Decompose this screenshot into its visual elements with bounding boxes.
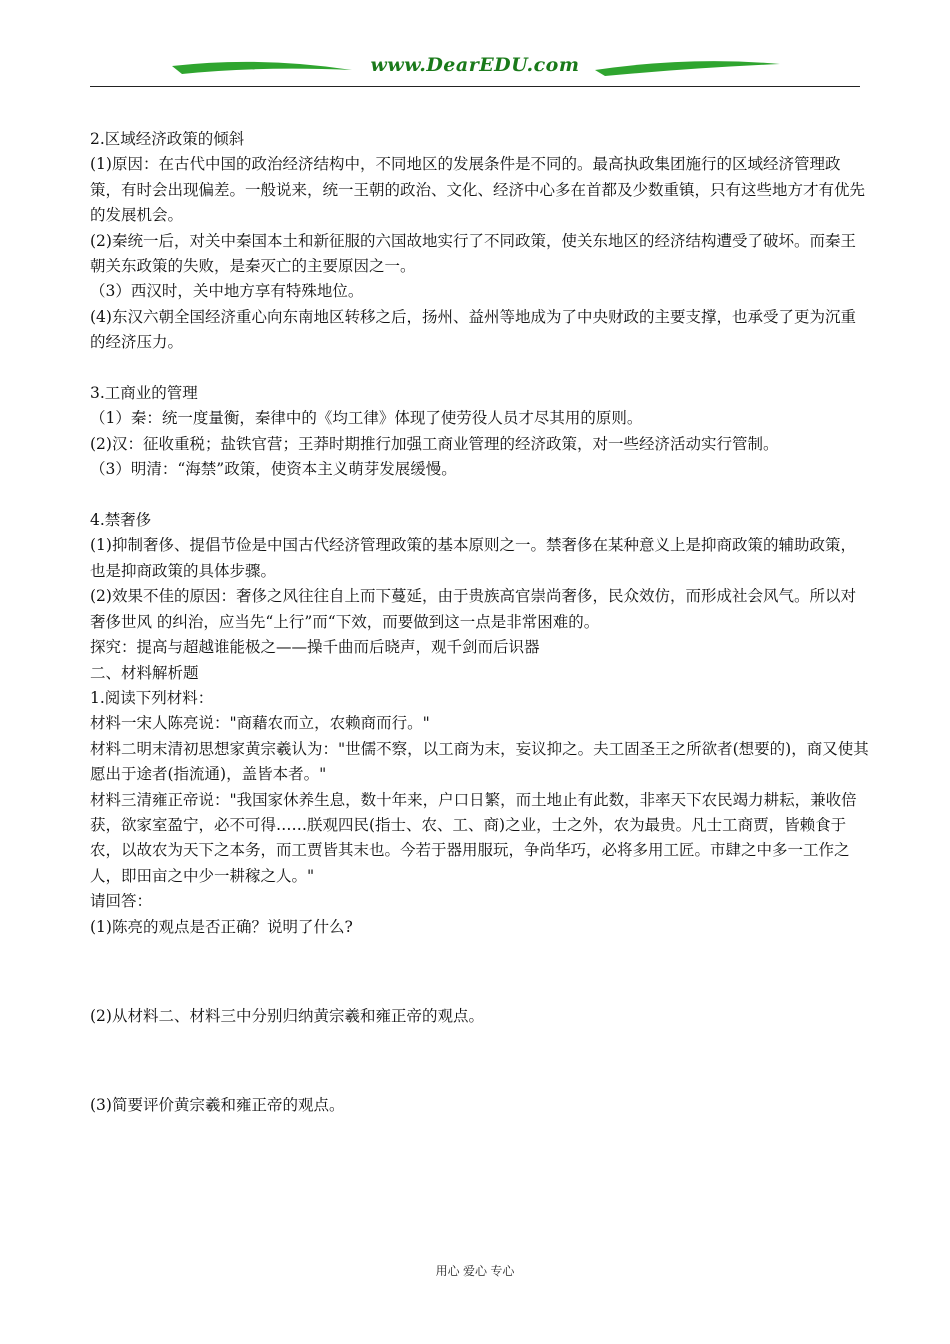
section-title: 2.区域经济政策的倾斜 [90,130,245,148]
question-title: 1.阅读下列材料： [90,688,214,707]
page-header [90,52,860,92]
section-title: 4.禁奢侈 [90,511,152,530]
part-title: 二、材料解析题 [90,663,199,682]
answer-space [90,940,870,1004]
sub-question-2: (2)从材料二、材料三中分别归纳黄宗羲和雍正帝的观点。 [90,1006,484,1025]
answer-space [90,1029,870,1093]
paragraph: (1)原因：在古代中国的政治经济结构中，不同地区的发展条件是不同的。最高执政集团施行的区域经济管理政策，有时会出现偏差。一般说来，统一王朝的政治、文化、经济中心多在首都及少数重镇，只有这些地方才有优先的发展机会。 [90,155,866,225]
section-title: 3.工商业的管理 [90,384,198,403]
site-logo[interactable]: www.DearEDU.com [370,54,580,76]
sub-question-1: (1)陈亮的观点是否正确？说明了什么? [90,917,353,936]
page-footer: 用心 爱心 专心 [435,1264,515,1278]
paragraph: （3）明清：“海禁”政策，使资本主义萌芽发展缓慢。 [90,460,457,479]
explore-line: 探究：提高与超越谁能极之——操千曲而后晓声，观千剑而后识器 [90,638,540,657]
header-divider [90,86,860,87]
material-1: 材料一宋人陈亮说："商藉农而立，农赖商而行。" [90,714,430,733]
paragraph: (1)抑制奢侈、提倡节俭是中国古代经济管理政策的基本原则之一。禁奢侈在某种意义上是抑商政策的辅助政策，也是抑商政策的具体步骤。 [90,536,856,580]
spacer [90,356,870,381]
ask-label: 请回答： [90,892,153,911]
paragraph: (2)秦统一后，对关中秦国本土和新征服的六国故地实行了不同政策，使关东地区的经济结构遭受了破坏。而秦王朝关东政策的失败，是秦灭亡的主要原因之一。 [90,231,856,276]
sub-question-3: (3)简要评价黄宗羲和雍正帝的观点。 [90,1096,345,1115]
paragraph: (2)效果不佳的原因：奢侈之风往往自上而下蔓延，由于贵族高官崇尚奢侈，民众效仿，而形成社会风气。所以对奢侈世风 的纠治，应当先“上行”而“下效，而要做到这一点是非常困难的。 [90,587,856,631]
paragraph: （1）秦：统一度量衡，秦律中的《均工律》体现了使劳役人员才尽其用的原则。 [90,409,643,428]
document-body [90,127,870,1119]
spacer [90,483,870,508]
paragraph: （3）西汉时，关中地方享有特殊地位。 [90,282,364,301]
paragraph: (4)东汉六朝全国经济重心向东南地区转移之后，扬州、益州等地成为了中央财政的主要支撑，也承受了更为沉重的经济压力。 [90,307,856,352]
material-2: 材料二明末清初思想家黄宗羲认为："世儒不察，以工商为末，妄议抑之。夫工固圣王之所欲者(想要的)，商又使其愿出于途者(指流通)，盖皆本者。" [90,739,869,784]
material-3: 材料三清雍正帝说："我国家休养生息，数十年来，户口日繁，而土地止有此数，非率天下农民竭力耕耘，兼收倍获，欲家室盈宁，必不可得……朕观四民(指士、农、工、商)之业，士之外，农为最贵。凡士工商贾，皆赖食于农，以故农为天下之本务，而工贾皆其末也。今若于器用服玩，争尚华巧，必将多用工匠。市肆之中多一工作之人，即田亩之中少一耕稼之人。" [90,790,857,885]
paragraph: (2)汉：征收重税；盐铁官营；王莽时期推行加强工商业管理的经济政策，对一些经济活动实行管制。 [90,434,779,453]
